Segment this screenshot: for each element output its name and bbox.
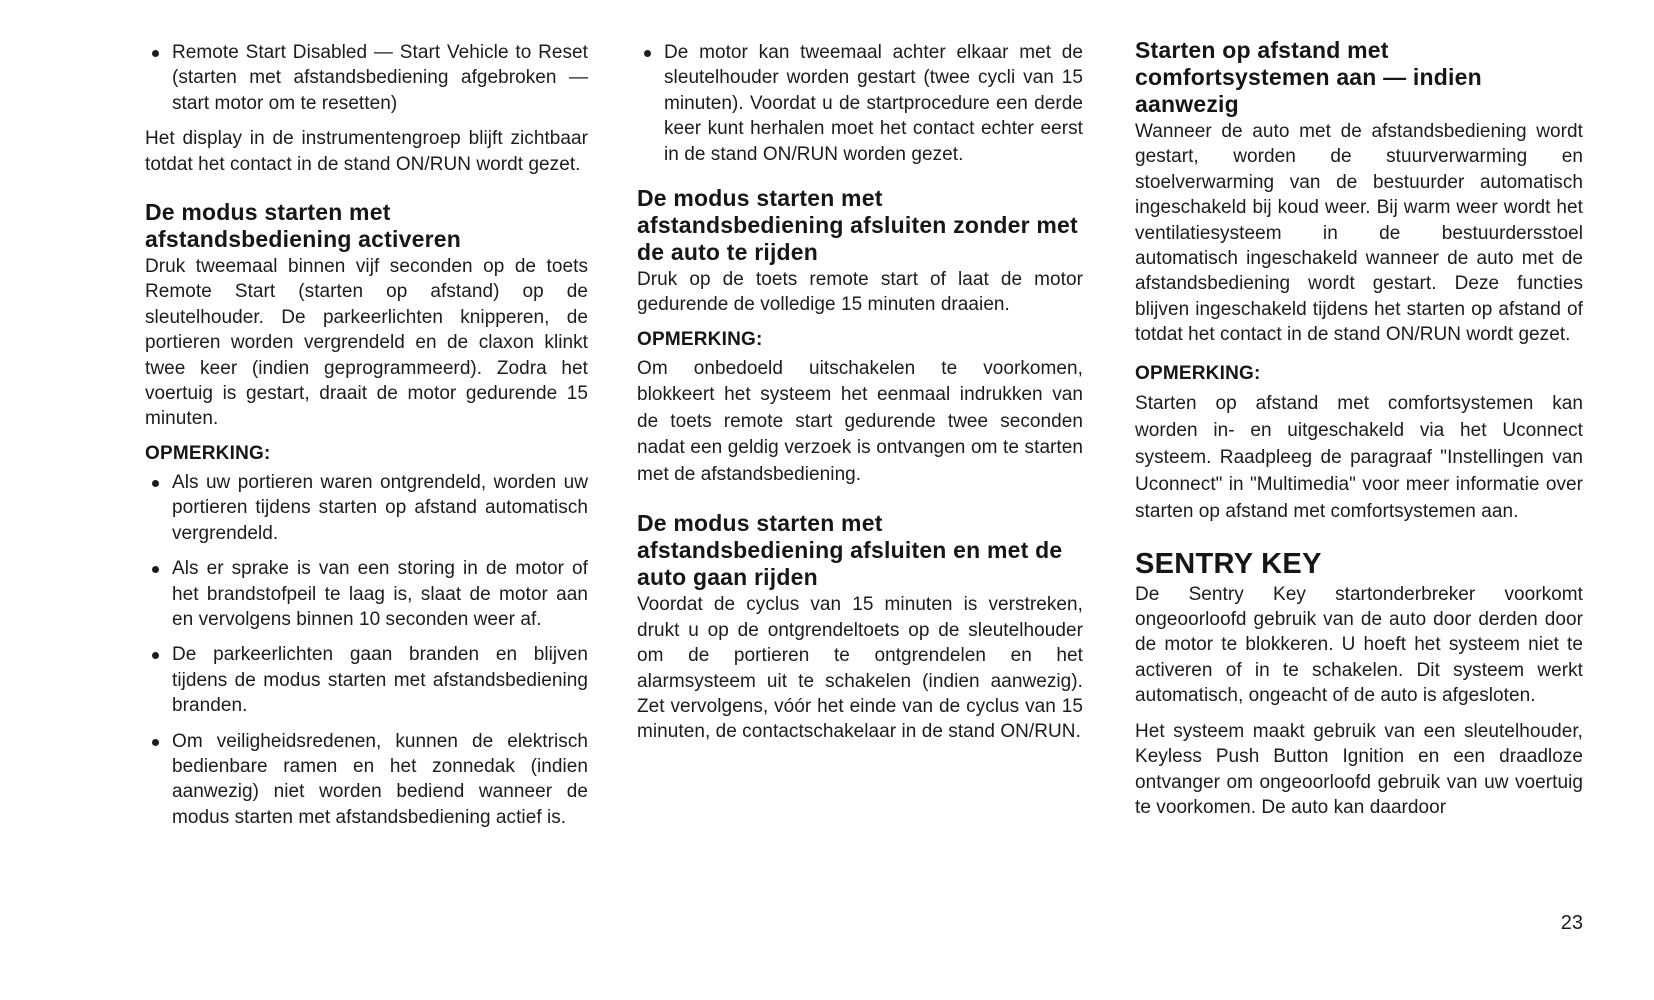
column-middle: [637, 40, 1083, 755]
bullet-icon: [152, 50, 159, 57]
sentry-key-paragraph-continued: Het systeem maakt gebruik van een sleutelhouder, Keyless Push Button Ignition en een draadloze ontvanger om ongeoorloofd gebruik van uw voertuig te voorkomen. De auto kan daardoor: [1135, 720, 1583, 818]
bullet-icon: [644, 50, 651, 57]
list-item: [145, 642, 588, 718]
section-heading-exit-without-driving: De modus starten met afstandsbediening afsluiten zonder met de auto te rijden: [637, 185, 1078, 266]
list-item: [637, 40, 1083, 167]
display-info-paragraph: Het display in de instrumentengroep blijft zichtbaar totdat het contact in de stand ON/RUN wordt gezet.: [145, 128, 588, 175]
list-item: [145, 729, 588, 831]
list-item-text: De motor kan tweemaal achter elkaar met de sleutelhouder worden gestart (twee cycli van 15 minuten). Voordat u de startprocedure een derde keer kunt herhalen moet het contact echter eerst in de stand ON/RUN worden gezet.: [664, 42, 1083, 165]
section-heading-comfort-systems: Starten op afstand met comfortsystemen aan — indien aanwezig: [1135, 37, 1482, 117]
list-item: [145, 40, 588, 116]
restart-info-list: [637, 40, 1083, 167]
list-item-text: Remote Start Disabled — Start Vehicle to Reset (starten met afstandsbediening afgebroken — start motor om te resetten): [172, 42, 588, 114]
bullet-icon: [152, 480, 159, 487]
list-item: [145, 470, 588, 546]
exit-and-drive-paragraph: Voordat de cyclus van 15 minuten is verstreken, drukt u op de ontgrendeltoets op de sleutelhouder om de portieren te ontgrendelen en het alarmsysteem uit te schakelen (indien aanwezig). Zet vervolgens, vóór het einde van de cyclus van 15 minuten, de contactschakelaar in de stand ON/RUN.: [637, 594, 1083, 743]
column-left: [145, 40, 588, 840]
note-paragraph: Starten op afstand met comfortsystemen kan worden in- en uitgeschakeld via het Uconnect systeem. Raadpleeg de paragraaf "Instellingen van Uconnect" in "Multimedia" voor meer informatie over starten op afstand met comfortsystemen aan.: [1135, 392, 1583, 522]
page-number: 23: [1560, 912, 1583, 934]
list-item-text: Als er sprake is van een storing in de motor of het brandstofpeil te laag is, slaat de motor aan en vervolgens binnen 10 seconden weer af.: [172, 558, 588, 630]
bullet-icon: [152, 652, 159, 659]
note-label: OPMERKING:: [1135, 362, 1261, 384]
section-heading-activate-remote-start: De modus starten met afstandsbediening activeren: [145, 199, 461, 253]
list-item-text: De parkeerlichten gaan branden en blijven tijdens de modus starten met afstandsbediening branden.: [172, 644, 588, 717]
bullet-icon: [152, 566, 159, 573]
note-label: OPMERKING:: [637, 328, 763, 350]
exit-without-driving-paragraph: Druk op de toets remote start of laat de motor gedurende de volledige 15 minuten draaien.: [637, 269, 1083, 316]
note-paragraph: Om onbedoeld uitschakelen te voorkomen, blokkeert het systeem het eenmaal indrukken van de toets remote start gedurende twee seconden nadat een geldig verzoek is ontvangen om te starten met de afstandsbediening.: [637, 357, 1083, 485]
list-item: [145, 556, 588, 632]
note-bullet-list: [145, 470, 588, 830]
activate-instructions-paragraph: Druk tweemaal binnen vijf seconden op de toets Remote Start (starten op afstand) op de sleutelhouder. De parkeerlichten knipperen, de portieren worden vergrendeld en de claxon klinkt twee keer (indien geprogrammeerd). Zodra het voertuig is gestart, draait de motor gedurende 15 minuten.: [145, 256, 588, 430]
comfort-systems-paragraph: Wanneer de auto met de afstandsbediening wordt gestart, worden de stuurverwarming en stoelverwarming van de bestuurder automatisch ingeschakeld bij koud weer. Bij warm weer wordt het ventilatiesysteem in de bestuurdersstoel automatisch ingeschakeld wanneer de auto met de afstandsbediening wordt gestart. Deze functies blijven ingeschakeld tijdens het starten op afstand of totdat het contact in de stand ON/RUN wordt gezet.: [1135, 121, 1583, 346]
sentry-key-paragraph: De Sentry Key startonderbreker voorkomt ongeoorloofd gebruik van de auto door derden door de motor te blokkeren. U hoeft het systeem niet te activeren of in te schakelen. Dit systeem werkt automatisch, ongeacht of de auto is afgesloten.: [1135, 583, 1583, 707]
bullet-icon: [152, 739, 159, 746]
note-label: OPMERKING:: [145, 442, 271, 464]
status-message-list: [145, 40, 588, 116]
section-heading-exit-and-drive: De modus starten met afstandsbediening afsluiten en met de auto gaan rijden: [637, 510, 1063, 591]
column-right: [1135, 37, 1583, 830]
list-item-text: Als uw portieren waren ontgrendeld, worden uw portieren tijdens starten op afstand automatisch vergrendeld.: [172, 471, 588, 544]
section-heading-sentry-key: SENTRY KEY: [1135, 547, 1322, 580]
list-item-text: Om veiligheidsredenen, kunnen de elektrisch bedienbare ramen en het zonnedak (indien aanwezig) niet worden bediend wanneer de modus starten met afstandsbediening actief is.: [172, 730, 588, 828]
